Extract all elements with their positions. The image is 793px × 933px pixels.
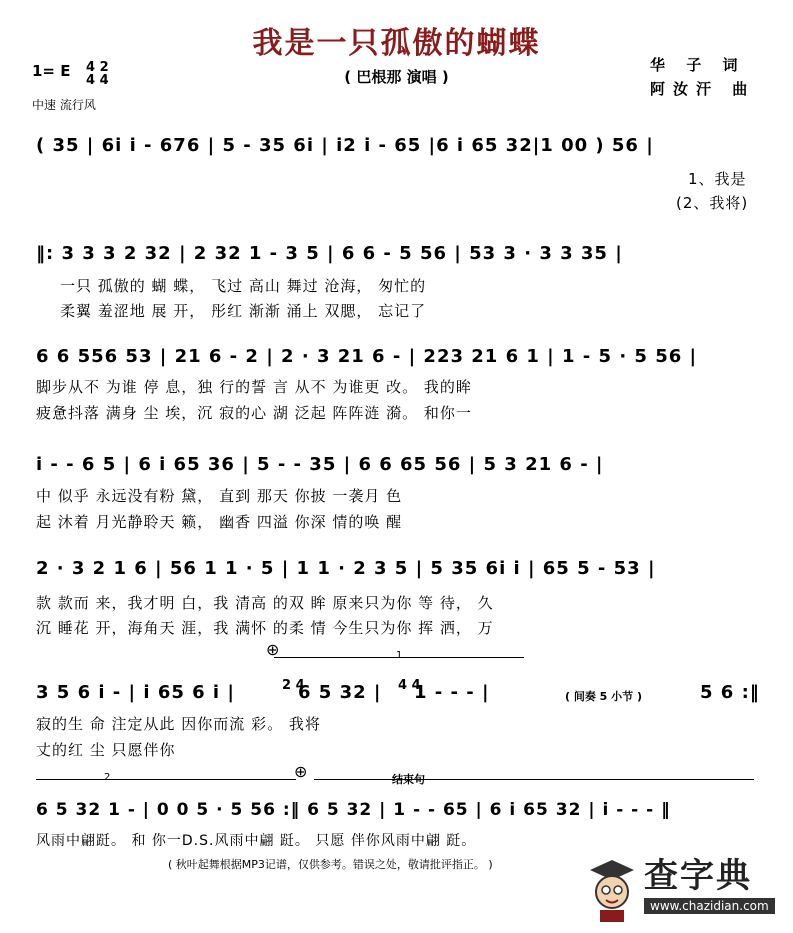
volta2-label: 2 (104, 772, 111, 783)
system1-pickup-verse2: (2、我将) (676, 194, 749, 212)
graduate-mascot-icon (584, 852, 640, 924)
system2-notes: ‖: 3 3 3 2 32 | 2 32 1 - 3 5 | 6 6 - 5 56 | 53 3 · 3 3 35 | (36, 243, 623, 264)
logo-url[interactable]: www.chazidian.com (644, 898, 775, 914)
lyricist: 华 子 词 (650, 56, 746, 74)
system6-lyric1: 寂的生 命 注定从此 因你而流 彩。 我将 (36, 715, 321, 733)
system3-lyric2: 疲惫抖落 满身 尘 埃，沉 寂的心 湖 泛起 阵阵涟 漪。 和你一 (36, 404, 472, 422)
key-signature: 1= E (32, 62, 71, 80)
system6-notes-a: 3 5 6 i - | i 65 6 i | (36, 682, 235, 703)
system2-lyric1: 一只 孤傲的 蝴 蝶， 飞过 高山 舞过 沧海， 匆忙的 (60, 277, 427, 295)
system3-notes: 6 6 556 53 | 21 6 - 2 | 2 · 3 21 6 - | 223 21 6 1 | 1 - 5 · 5 56 | (36, 346, 698, 367)
performer: ( 巴根那 演唱 ) (344, 68, 449, 86)
system6-notes-c: 1 - - - | (414, 682, 490, 703)
composer: 阿汝汗 曲 (650, 80, 756, 98)
system7-lyric: 风雨中翩跹。 和 你一D.S.风雨中翩 跹。 只愿 伴你风雨中翩 跹。 (36, 833, 477, 849)
system6-repeat: 5 6 :‖ (700, 682, 760, 703)
system6-meter-b: 4 4 (398, 678, 421, 693)
site-logo[interactable] (582, 848, 782, 926)
system1-pickup-verse1: 1、我是 (688, 170, 747, 188)
volta1-label: 1 (396, 650, 403, 661)
system6-lyric2: 丈的红 尘 只愿伴你 (36, 741, 176, 759)
coda-sign-2: ⊕ (294, 762, 308, 781)
system5-lyric1: 款 款而 来，我才明 白，我 清高 的双 眸 原来只为你 等 待， 久 (36, 594, 494, 612)
system2-lyric2: 柔翼 羞涩地 展 开， 彤红 渐渐 涌上 双腮， 忘记了 (60, 302, 427, 320)
system3-lyric1: 脚步从不 为谁 停 息，独 行的誓 言 从不 为谁更 改。 我的眸 (36, 378, 472, 396)
system4-notes: i - - 6 5 | 6 i 65 36 | 5 - - 35 | 6 6 65 56 | 5 3 21 6 - | (36, 454, 604, 475)
system1-notes: ( 35 | 6i i - 676 | 5 - 35 6i | i2 i - 65 |6 i 65 32|1 00 ) 56 | (36, 135, 654, 156)
system5-lyric2: 沉 睡花 开，海角天 涯，我 满怀 的柔 情 今生只为你 挥 洒， 万 (36, 619, 494, 637)
song-title: 我是一只孤傲的蝴蝶 (252, 26, 541, 61)
meter-top: 4 2 (86, 60, 109, 75)
ending-bracket (314, 779, 754, 780)
system6-notes-b: 6 5 32 | (298, 682, 382, 703)
system6-meter-a: 2 4 (282, 678, 305, 693)
system7-notes: 6 5 32 1 - | 0 0 5 · 5 56 :‖ 6 5 32 | 1 - - 65 | 6 i 65 32 | i - - - ‖ (36, 800, 671, 820)
system5-notes: 2 · 3 2 1 6 | 56 1 1 · 5 | 1 1 · 2 3 5 | 5 35 6i i | 65 5 - 53 | (36, 558, 656, 579)
meter-bottom: 4 4 (86, 73, 109, 88)
system4-lyric1: 中 似乎 永远没有粉 黛， 直到 那天 你披 一袭月 色 (36, 487, 403, 505)
coda-sign: ⊕ (266, 640, 280, 659)
volta2-bracket (36, 779, 296, 780)
system4-lyric2: 起 沐着 月光静聆天 籁， 幽香 四溢 你深 情的唤 醒 (36, 513, 403, 531)
tempo-marking: 中速 流行风 (32, 98, 96, 112)
ending-label: 结束句 (392, 773, 425, 786)
footnote: ( 秋叶起舞根据MP3记谱，仅供参考。错误之处，敬请批评指正。 ) (168, 858, 493, 871)
interlude-note: ( 间奏 5 小节 ) (565, 690, 643, 703)
logo-text: 查字典 (644, 856, 752, 896)
